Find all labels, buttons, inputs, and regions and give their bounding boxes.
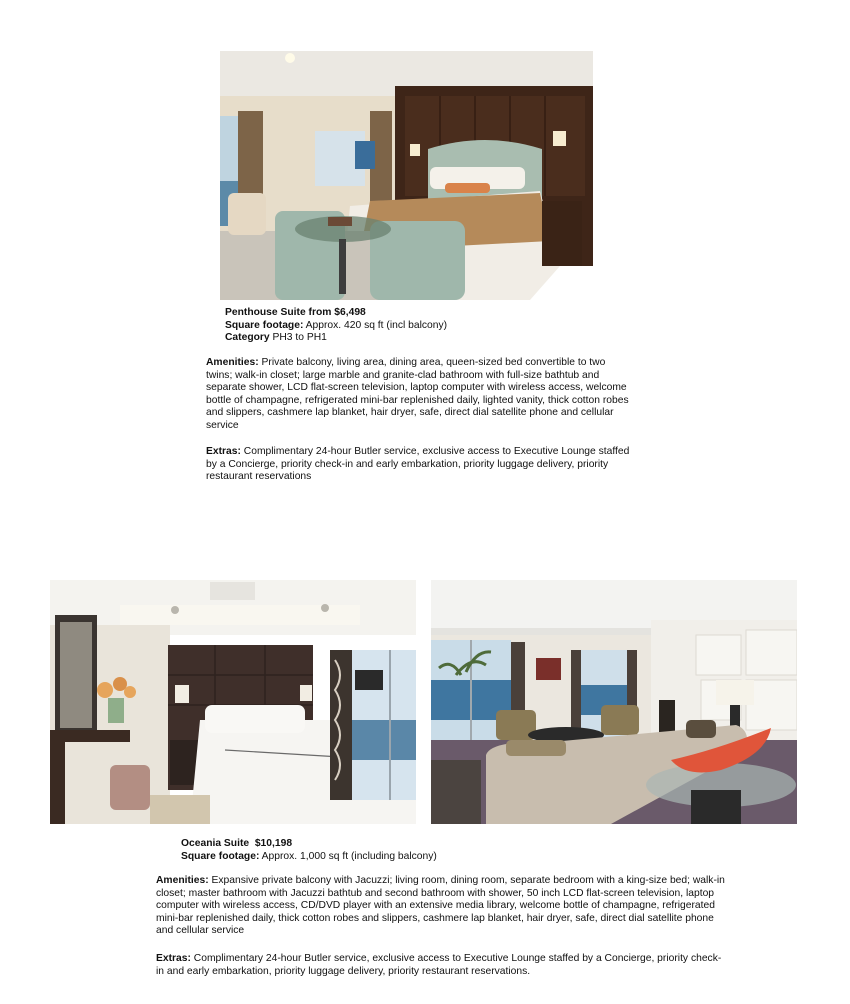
penthouse-suite-header bbox=[225, 307, 605, 345]
oceania-suite-header bbox=[181, 838, 581, 863]
oceania-square-footage-value: Approx. 1,000 sq ft (including balcony) bbox=[259, 850, 437, 862]
penthouse-suite-photo bbox=[220, 51, 593, 300]
oceania-extras-text: Complimentary 24-hour Butler service, exclusive access to Executive Lounge staffed by a Concierge, priority check-in and early embarkation, priority luggage delivery, priority restaurant reservations. bbox=[156, 953, 722, 977]
penthouse-amenities-label: Amenities: bbox=[206, 357, 259, 368]
penthouse-square-footage-label: Square footage: bbox=[225, 319, 304, 331]
penthouse-category bbox=[225, 332, 605, 345]
oceania-suite-living-room-photo bbox=[431, 580, 797, 824]
oceania-amenities bbox=[156, 875, 728, 938]
penthouse-amenities-text: Private balcony, living area, dining area, queen-sized bed convertible to two twins; walk-in closet; large marble and granite-clad bathroom with full-size bathtub and separate shower, LCD flat-screen television, laptop computer with wireless access, welcome bottle of champagne, refrigerated mini-bar replenished daily, lighted vanity, thick cotton robes and slippers, cashmere lap blanket, hair dryer, safe, direct dial satellite phone and cellular service bbox=[206, 357, 629, 431]
penthouse-extras-label: Extras: bbox=[206, 446, 241, 457]
oceania-suite-bedroom-photo bbox=[50, 580, 416, 824]
oceania-amenities-text: Expansive private balcony with Jacuzzi; living room, dining room, separate bedroom with a king-size bed; walk-in closet; master bathroom with Jacuzzi bathtub and second bathroom with shower, 50 inch LCD flat-screen television, laptop computer with wireless access, CD/DVD player with an extensive media library, welcome bottle of champagne, refrigerated mini-bar replenished daily, thick cotton robes and slippers, cashmere lap blanket, hair dryer, safe, direct dial satellite phone and cellular service bbox=[156, 875, 725, 937]
oceania-amenities-label: Amenities: bbox=[156, 875, 209, 886]
oceania-square-footage-label: Square footage: bbox=[181, 850, 260, 862]
penthouse-amenities bbox=[206, 357, 631, 433]
oceania-extras-label: Extras: bbox=[156, 953, 191, 964]
penthouse-extras-text: Complimentary 24-hour Butler service, exclusive access to Executive Lounge staffed by a Concierge, priority check-in and early embarkation, priority luggage delivery, priority restaurant reservations bbox=[206, 446, 630, 483]
penthouse-suite-title: Penthouse Suite from $6,498 bbox=[225, 307, 366, 318]
oceania-extras bbox=[156, 953, 728, 978]
oceania-suite-title: Oceania Suite $10,198 bbox=[181, 838, 293, 849]
penthouse-category-label: Category bbox=[225, 332, 270, 344]
penthouse-square-footage-value: Approx. 420 sq ft (incl balcony) bbox=[303, 319, 448, 331]
penthouse-extras bbox=[206, 446, 631, 484]
penthouse-category-value: PH3 to PH1 bbox=[269, 332, 327, 344]
penthouse-square-footage bbox=[225, 320, 605, 333]
oceania-square-footage bbox=[181, 851, 581, 864]
